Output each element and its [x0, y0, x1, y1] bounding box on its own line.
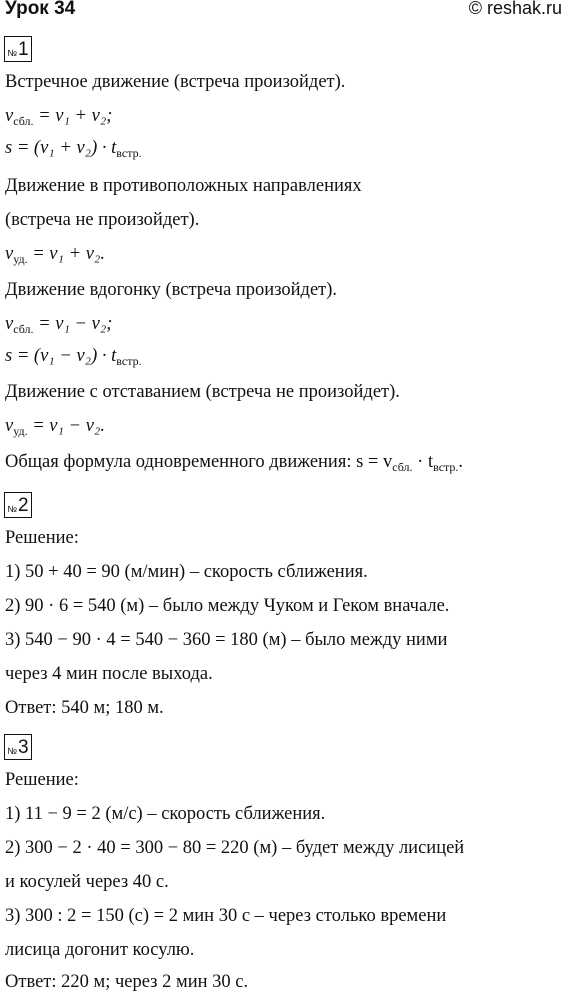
task1-text-4: Движение вдогонку (встреча произойдет). — [5, 280, 338, 300]
task2-step-1: 1) 50 + 40 = 90 (м/мин) – скорость сближения. — [5, 562, 368, 582]
task1-text-3: (встреча не произойдет). — [5, 210, 200, 230]
task1-formula-6: $v_{уд.} = v_1 - v_2$. — [5, 416, 105, 438]
task1-text-5: Движение с отставанием (встреча не произойдет). — [5, 382, 400, 402]
site-credit: © reshak.ru — [468, 0, 562, 18]
task2-answer: Ответ: 540 м; 180 м. — [5, 698, 164, 718]
task3-step-2-cont: и косулей через 40 с. — [5, 872, 169, 892]
lesson-title: Урок 34 — [5, 0, 76, 19]
task-1-marker: № 1 — [4, 36, 32, 62]
task2-step-3: 3) 540 − 90 · 4 = 540 − 360 = 180 (м) – было между ними — [5, 630, 448, 650]
task3-step-3-cont: лисица догонит косулю. — [5, 940, 195, 960]
task3-step-1: 1) 11 − 9 = 2 (м/с) – скорость сближения. — [5, 804, 326, 824]
task1-general-formula: Общая формула одновременного движения: $s = v_{сбл.} \cdot t_{встр.}$. — [5, 452, 464, 474]
task2-step-3-cont: через 4 мин после выхода. — [5, 664, 213, 684]
task-3-marker: № 3 — [4, 734, 32, 760]
task3-step-3: 3) 300 : 2 = 150 (с) = 2 мин 30 с – через столько времени — [5, 906, 447, 926]
task1-formula-4: $v_{сбл.} = v_1 - v_2$; — [5, 314, 113, 336]
task1-formula-3: $v_{уд.} = v_1 + v_2$. — [5, 244, 105, 266]
task3-label: Решение: — [5, 770, 79, 790]
task1-formula-5: $s = (v_1 - v_2) \cdot t_{встр.}$ — [5, 346, 142, 368]
task1-formula-1: $v_{сбл.} = v_1 + v_2$; — [5, 106, 113, 128]
task1-formula-2: $s = (v_1 + v_2) \cdot t_{встр.}$ — [5, 138, 142, 160]
task2-step-2: 2) 90 · 6 = 540 (м) – было между Чуком и Геком вначале. — [5, 596, 450, 616]
task1-text-2: Движение в противоположных направлениях — [5, 176, 362, 196]
task3-answer: Ответ: 220 м; через 2 мин 30 с. — [5, 972, 249, 992]
task-2-marker: № 2 — [4, 492, 32, 518]
task2-label: Решение: — [5, 528, 79, 548]
task3-step-2: 2) 300 − 2 · 40 = 300 − 80 = 220 (м) – будет между лисицей — [5, 838, 465, 858]
task1-text-1: Встречное движение (встреча произойдет). — [5, 72, 346, 92]
